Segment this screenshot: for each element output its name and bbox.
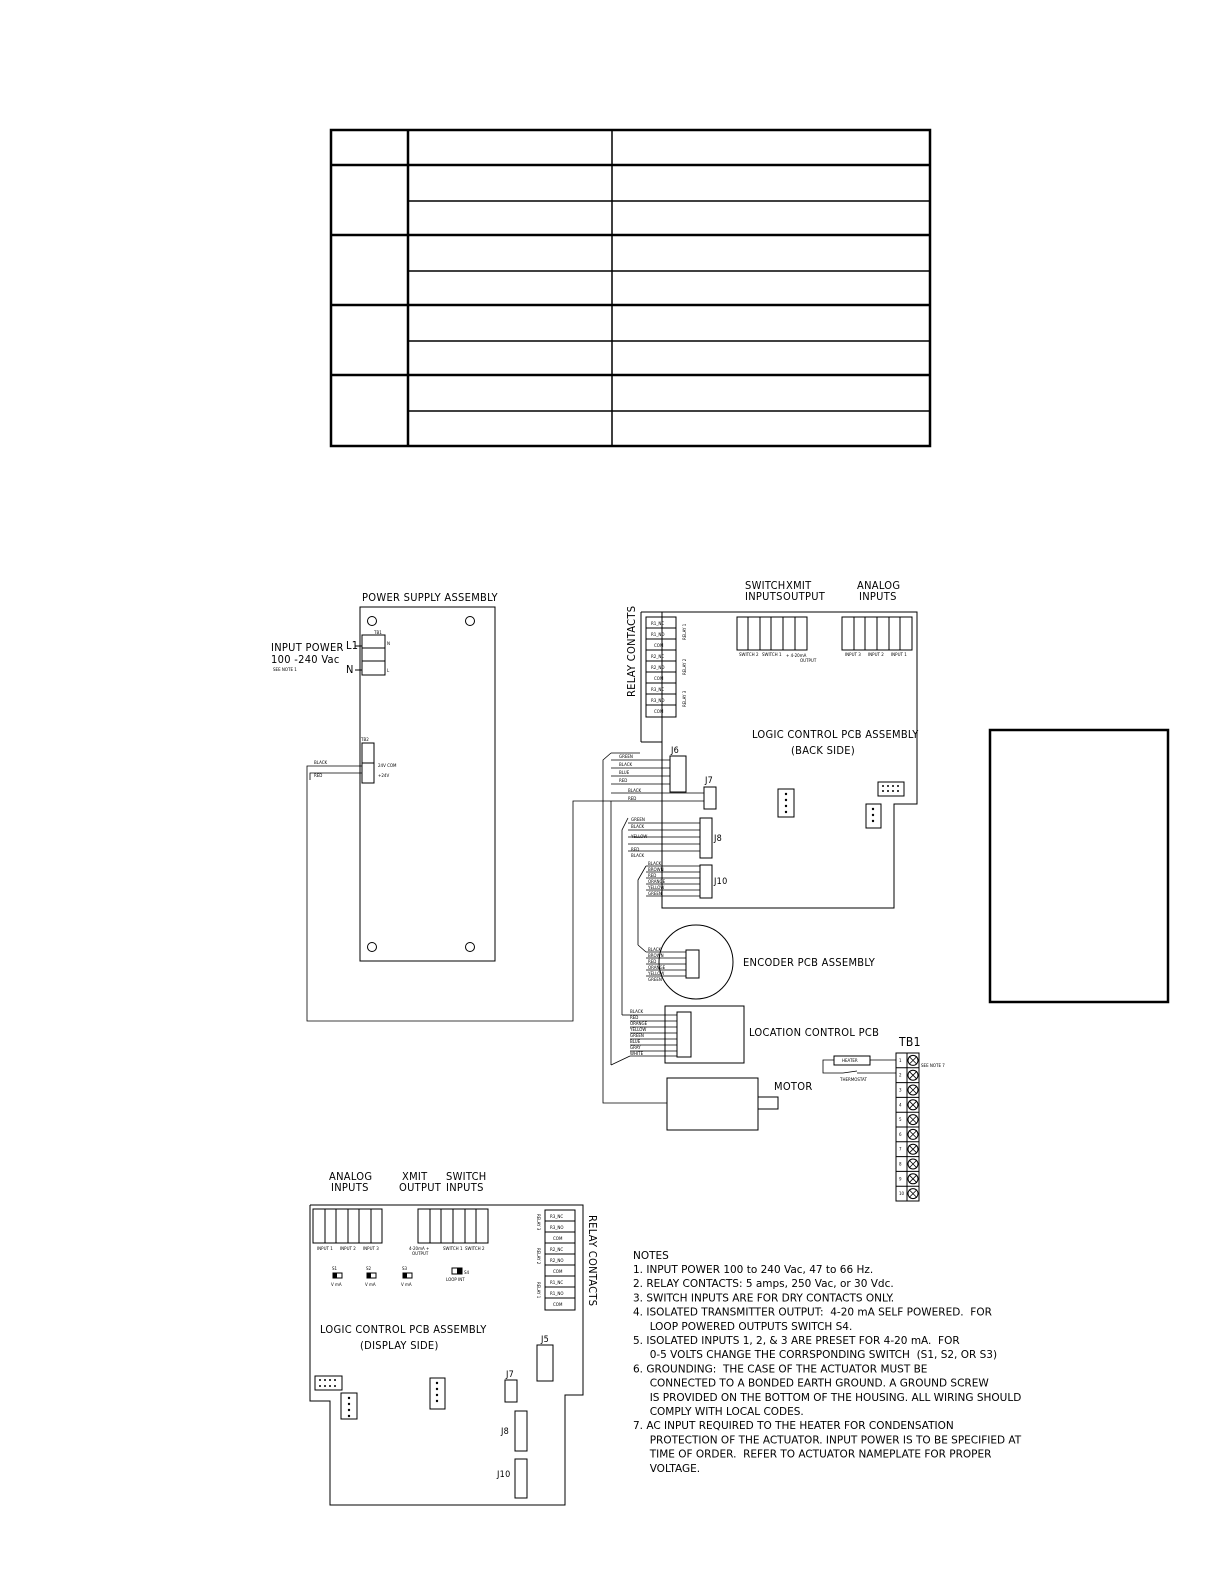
disp-relay-row: R3_NC <box>550 1214 564 1219</box>
relay-row: R3_NC <box>651 687 665 692</box>
tb1-terminal-number: 3 <box>899 1087 902 1093</box>
tb1-title: TB1 <box>899 1035 921 1049</box>
switch-2-label: SWITCH 2 <box>739 652 759 657</box>
switch-xmit-connector-back <box>737 617 817 663</box>
see-note-label: SEE NOTE 1 <box>273 667 297 672</box>
logic-back-title: LOGIC CONTROL PCB ASSEMBLY <box>752 728 919 741</box>
tb1-terminal-number: 10 <box>899 1191 905 1197</box>
blank-box <box>990 730 1168 1002</box>
location-wire: BLACK <box>630 1009 644 1014</box>
note-line: 2. RELAY CONTACTS: 5 amps, 250 Vac, or 30 Vdc. <box>633 1278 894 1291</box>
l1-label: L1 <box>346 639 359 652</box>
j10-wire: YELLOW <box>648 885 665 890</box>
j6-wire: GREEN <box>619 754 633 759</box>
relay-contacts-label: RELAY CONTACTS <box>625 605 638 697</box>
tb1-terminal-number: 2 <box>899 1072 902 1078</box>
xmit-output-label-2: OUTPUT <box>783 590 826 603</box>
location-wire: WHITE <box>630 1051 644 1056</box>
j10-wire: GREEN <box>648 891 662 896</box>
xmit-switch-connector-display <box>409 1209 488 1256</box>
location-wire: GRAY <box>630 1045 641 1050</box>
input-3-label: INPUT 3 <box>845 652 861 657</box>
disp-switch-inputs-1: SWITCH <box>446 1170 487 1183</box>
disp-j8: J8 <box>501 1427 510 1437</box>
note-line: 5. ISOLATED INPUTS 1, 2, & 3 ARE PRESET FOR 4-20 mA. FOR <box>633 1335 960 1347</box>
tb1-terminal-number: 5 <box>899 1117 902 1123</box>
disp-xmit-output-2: OUTPUT <box>399 1181 442 1194</box>
encoder-wire: ORANGE <box>648 965 666 970</box>
disp-relay-row: R1_NC <box>550 1280 564 1285</box>
j6-label: J6 <box>671 746 680 756</box>
disp-relay-row: COM <box>553 1269 563 1274</box>
dip-switches <box>331 1266 470 1287</box>
encoder-wire: BLACK <box>648 947 662 952</box>
j8-wire: BLACK <box>631 853 645 858</box>
j10-wire: BROWN <box>648 867 664 872</box>
disp-input-2: INPUT 2 <box>340 1246 356 1251</box>
note-line: 3. SWITCH INPUTS ARE FOR DRY CONTACTS ONLY. <box>633 1292 895 1305</box>
tb1-terminal-number: 4 <box>899 1102 902 1108</box>
note-line: LOOP POWERED OUTPUTS SWITCH S4. <box>633 1320 853 1333</box>
disp-input-3: INPUT 3 <box>363 1246 379 1251</box>
relay-row: COM <box>654 676 664 681</box>
note-line: 7. AC INPUT REQUIRED TO THE HEATER FOR CONDENSATION <box>633 1420 954 1433</box>
logic-pcb-back <box>603 579 919 1103</box>
location-title: LOCATION CONTROL PCB <box>749 1026 880 1039</box>
revision-table <box>331 130 930 446</box>
tb1-terminal-number: 1 <box>899 1057 902 1063</box>
note-line: IS PROVIDED ON THE BOTTOM OF THE HOUSING. ALL WIRING SHOULD <box>633 1391 1022 1404</box>
thermostat-label: THERMOSTAT <box>840 1077 867 1082</box>
encoder-wire: RED <box>648 959 657 964</box>
disp-analog-inputs-1: ANALOG <box>329 1170 373 1183</box>
relay-row: COM <box>654 643 664 648</box>
s3-label: S3 <box>402 1266 408 1271</box>
input-voltage-label: 100 -240 Vac <box>271 653 340 666</box>
s1-label: S1 <box>332 1266 338 1271</box>
logic-display-title: LOGIC CONTROL PCB ASSEMBLY <box>320 1323 487 1336</box>
input-power-label: INPUT POWER <box>271 641 344 654</box>
disp-xmit-label: 4-20mA + <box>409 1246 430 1251</box>
relay-row: R1_NC <box>651 621 665 626</box>
switch-inputs-label-2: INPUTS <box>745 590 783 603</box>
location-wire: ORANGE <box>630 1021 648 1026</box>
relay-3-label: RELAY 3 <box>682 690 687 707</box>
tb1-ps-label: TB1 <box>374 630 382 635</box>
disp-relay-3: RELAY 3 <box>536 1214 541 1231</box>
tb2-label: TB2 <box>361 737 369 742</box>
disp-j10: J10 <box>497 1470 511 1480</box>
disp-switch-inputs-2: INPUTS <box>446 1181 484 1194</box>
tb1-terminal-number: 8 <box>899 1161 902 1167</box>
tb1-terminal-strip <box>823 1035 945 1201</box>
motor <box>667 1078 813 1130</box>
note-line: COMPLY WITH LOCAL CODES. <box>633 1406 804 1418</box>
disp-relay-row: R3_NO <box>550 1225 564 1230</box>
relay-row: COM <box>654 709 664 714</box>
j8-wire: YELLOW <box>631 834 648 839</box>
disp-relay-row: COM <box>553 1302 563 1307</box>
notes-block <box>633 1250 1022 1475</box>
disp-analog-inputs-2: INPUTS <box>331 1181 369 1194</box>
s4-label: S4 <box>464 1270 470 1275</box>
note-line: CONNECTED TO A BONDED EARTH GROUND. A GROUND SCREW <box>633 1377 989 1390</box>
encoder-wire: GREEN <box>648 977 662 982</box>
n-label: N <box>346 663 354 676</box>
motor-title: MOTOR <box>774 1080 813 1093</box>
j7-wire: BLACK <box>628 788 642 793</box>
location-wire: RED <box>630 1015 639 1020</box>
relay-row: R2_NO <box>651 665 665 670</box>
j6-wire: RED <box>619 778 628 783</box>
j10-wire: BLACK <box>648 861 662 866</box>
disp-relay-1: RELAY 1 <box>536 1282 541 1299</box>
input-2-label: INPUT 2 <box>868 652 884 657</box>
encoder-pcb <box>638 925 876 999</box>
disp-relay-contacts: RELAY CONTACTS <box>586 1215 599 1307</box>
s1-mode: V mA <box>331 1282 342 1287</box>
switch-1-label: SWITCH 1 <box>762 652 782 657</box>
xmit-output-label-1: XMIT <box>786 579 812 592</box>
relay-row: R3_NO <box>651 698 665 703</box>
disp-j7: J7 <box>506 1370 515 1380</box>
ps-wire-black: BLACK <box>314 760 328 765</box>
note-line: PROTECTION OF THE ACTUATOR. INPUT POWER IS TO BE SPECIFIED AT <box>633 1434 1022 1447</box>
analog-connector-back <box>842 617 912 657</box>
s2-label: S2 <box>366 1266 372 1271</box>
disp-relay-2: RELAY 2 <box>536 1248 541 1265</box>
xmit-output-sub: OUTPUT <box>800 658 817 663</box>
logic-display-subtitle: (DISPLAY SIDE) <box>360 1339 439 1352</box>
tb2-v-label: +24V <box>378 773 390 778</box>
j8-wire: BLACK <box>631 824 645 829</box>
location-wire: GREEN <box>630 1033 644 1038</box>
encoder-title: ENCODER PCB ASSEMBLY <box>743 956 876 969</box>
tb1-l-label: L <box>387 668 390 673</box>
disp-input-1: INPUT 1 <box>317 1246 333 1251</box>
location-wire: BLUE <box>630 1039 641 1044</box>
note-line: 1. INPUT POWER 100 to 240 Vac, 47 to 66 Hz. <box>633 1264 874 1276</box>
analog-inputs-label-1: ANALOG <box>857 579 901 592</box>
notes-title: NOTES <box>633 1250 669 1262</box>
logic-pcb-display <box>310 1170 599 1505</box>
j6-wire: BLUE <box>619 770 630 775</box>
encoder-wire: YELLOW <box>648 971 665 976</box>
disp-switch-2: SWITCH 2 <box>465 1246 485 1251</box>
heater-label: HEATER <box>842 1058 858 1063</box>
tb1-terminal-number: 6 <box>899 1131 902 1137</box>
disp-relay-row: R2_NO <box>550 1258 564 1263</box>
relay-2-label: RELAY 2 <box>682 658 687 675</box>
j7-label: J7 <box>705 776 714 786</box>
input-1-label: INPUT 1 <box>891 652 907 657</box>
note-line: VOLTAGE. <box>633 1462 701 1475</box>
disp-xmit-sub: OUTPUT <box>412 1251 429 1256</box>
tb1-terminal-number: 9 <box>899 1176 902 1182</box>
encoder-wire: BROWN <box>648 953 664 958</box>
j6-wire: BLACK <box>619 762 633 767</box>
tb1-see-note: SEE NOTE 7 <box>921 1063 945 1068</box>
j8-wire: GREEN <box>631 817 645 822</box>
logic-back-subtitle: (BACK SIDE) <box>791 744 856 757</box>
analog-inputs-label-2: INPUTS <box>859 590 897 603</box>
j8-label: J8 <box>714 834 723 844</box>
s2-mode: V mA <box>365 1282 376 1287</box>
disp-xmit-output-1: XMIT <box>402 1170 428 1183</box>
relay-block-back <box>646 617 687 717</box>
j8-wire: RED <box>631 847 640 852</box>
relay-1-label: RELAY 1 <box>682 623 687 640</box>
disp-relay-row: R2_NC <box>550 1247 564 1252</box>
note-line: TIME OF ORDER. REFER TO ACTUATOR NAMEPLATE FOR PROPER <box>633 1448 992 1461</box>
tb1-n-label: N <box>387 641 390 646</box>
relay-row: R1_NO <box>651 632 665 637</box>
j7-wire: RED <box>628 796 637 801</box>
j10-label: J10 <box>714 877 728 887</box>
ps-wire-red: RED <box>314 773 323 778</box>
s4-mode: LOOP INT <box>446 1277 465 1282</box>
power-supply-assembly <box>271 591 611 1021</box>
note-line: 4. ISOLATED TRANSMITTER OUTPUT: 4-20 mA SELF POWERED. FOR <box>633 1306 992 1319</box>
disp-relay-row: R1_NO <box>550 1291 564 1296</box>
power-supply-title: POWER SUPPLY ASSEMBLY <box>362 591 498 604</box>
relay-row: R2_NC <box>651 654 665 659</box>
tb2-com-label: 24V COM <box>378 763 397 768</box>
tb1-terminal-number: 7 <box>899 1146 902 1152</box>
disp-switch-1: SWITCH 1 <box>443 1246 463 1251</box>
note-line: 6. GROUNDING: THE CASE OF THE ACTUATOR MUST BE <box>633 1363 928 1376</box>
note-line: 0-5 VOLTS CHANGE THE CORRSPONDING SWITCH (S1, S2, OR S3) <box>633 1349 998 1362</box>
disp-relay-row: COM <box>553 1236 563 1241</box>
j10-wire: RED <box>648 873 657 878</box>
xmit-label: + 4-20mA <box>786 653 807 658</box>
disp-j5: J5 <box>541 1335 550 1345</box>
switch-inputs-label-1: SWITCH <box>745 579 786 592</box>
s3-mode: V mA <box>401 1282 412 1287</box>
analog-connector-display <box>313 1209 382 1251</box>
j10-wire: ORANGE <box>648 879 666 884</box>
location-wire: YELLOW <box>630 1027 647 1032</box>
relay-block-display <box>536 1210 575 1310</box>
